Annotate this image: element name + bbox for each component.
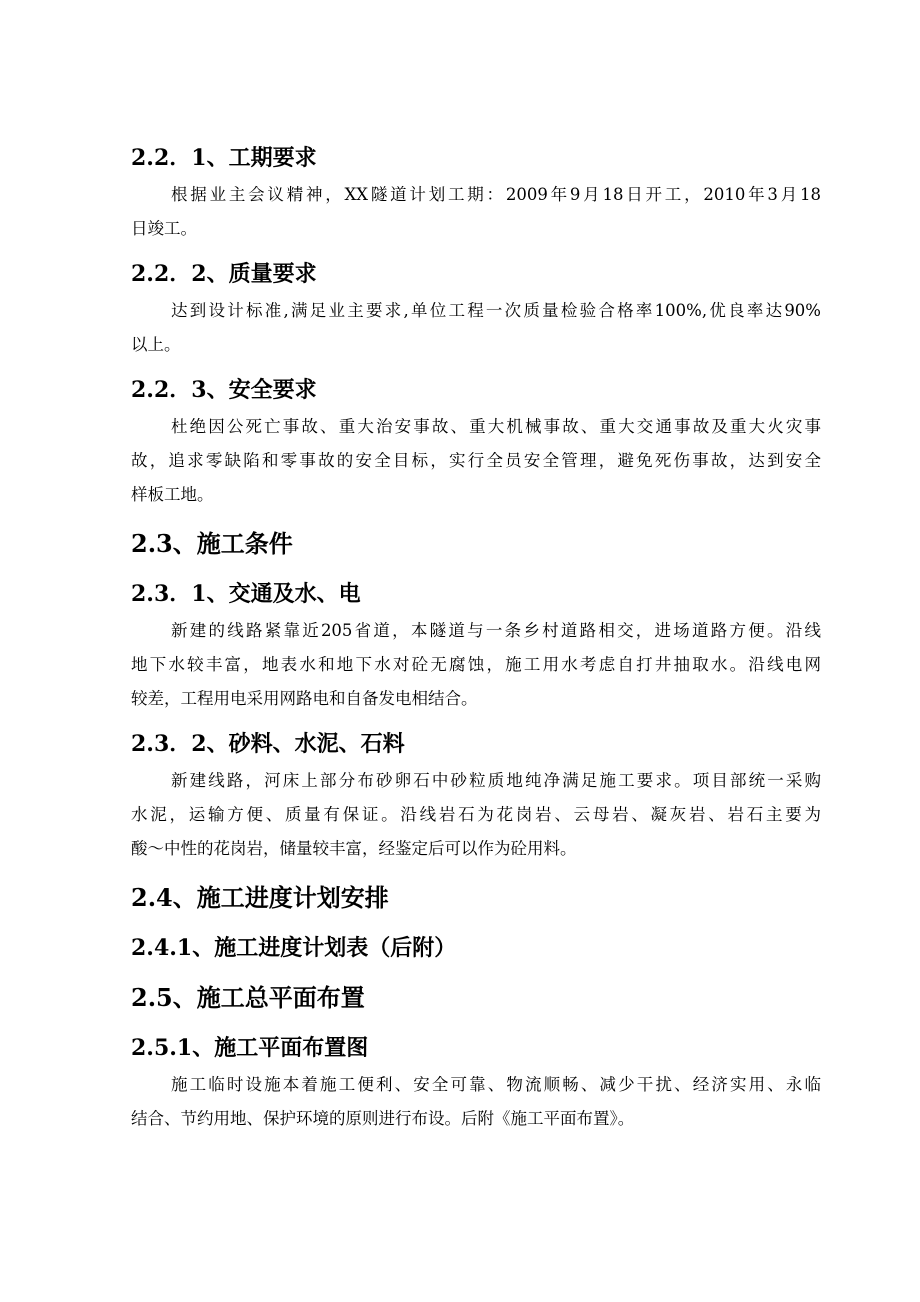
paragraph-line: 新建线路，河床上部分布砂卵石中砂粒质地纯净满足施工要求。项目部统一采购	[171, 771, 821, 790]
heading-2-4-1: 2.4.1、施工进度计划表（后附）	[131, 935, 457, 961]
document-page	[131, 138, 821, 1136]
paragraph-line: 日竣工。	[131, 219, 197, 238]
paragraph-line: 较差，工程用电采用网路电和自备发电相结合。	[131, 689, 478, 708]
paragraph-line: 故，追求零缺陷和零事故的安全目标，实行全员安全管理，避免死伤事故，达到安全	[131, 451, 821, 470]
heading-2-5-1: 2.5.1、施工平面布置图	[131, 1035, 369, 1061]
heading-2-2-2: 2.2．2、质量要求	[131, 261, 317, 287]
paragraph-safety	[131, 410, 821, 512]
heading-2-3: 2.3、施工条件	[131, 529, 293, 558]
heading-2-2-3: 2.2．3、安全要求	[131, 377, 317, 403]
paragraph-line: 酸～中性的花岗岩，储量较丰富，经鉴定后可以作为砼用料。	[131, 839, 577, 858]
paragraph-line: 水泥，运输方便、质量有保证。沿线岩石为花岗岩、云母岩、凝灰岩、岩石主要为	[131, 805, 821, 824]
paragraph-quality	[131, 294, 821, 362]
paragraph-line: 达到设计标准,满足业主要求,单位工程一次质量检验合格率100%,优良率达90%	[171, 301, 821, 320]
paragraph-line: 结合、节约用地、保护环境的原则进行布设。后附《施工平面布置》。	[131, 1109, 635, 1128]
paragraph-line: 地下水较丰富，地表水和地下水对砼无腐蚀，施工用水考虑自打井抽取水。沿线电网	[131, 655, 821, 674]
paragraph-schedule	[131, 178, 821, 246]
paragraph-line: 以上。	[131, 335, 181, 354]
heading-2-5: 2.5、施工总平面布置	[131, 983, 365, 1012]
paragraph-line: 根据业主会议精神，XX隧道计划工期：2009年9月18日开工，2010年3月18	[171, 185, 821, 204]
heading-2-3-1: 2.3．1、交通及水、电	[131, 581, 361, 607]
paragraph-line: 施工临时设施本着施工便利、安全可靠、物流顺畅、减少干扰、经济实用、永临	[171, 1075, 821, 1094]
paragraph-transport	[131, 614, 821, 716]
paragraph-line: 样板工地。	[131, 485, 214, 504]
paragraph-line: 杜绝因公死亡事故、重大治安事故、重大机械事故、重大交通事故及重大火灾事	[171, 417, 821, 436]
paragraph-layout	[131, 1068, 821, 1136]
heading-2-3-2: 2.3．2、砂料、水泥、石料	[131, 731, 405, 757]
heading-2-2-1: 2.2．1、工期要求	[131, 145, 317, 171]
paragraph-materials	[131, 764, 821, 866]
paragraph-line: 新建的线路紧靠近205省道，本隧道与一条乡村道路相交，进场道路方便。沿线	[171, 621, 821, 640]
heading-2-4: 2.4、施工进度计划安排	[131, 883, 389, 912]
